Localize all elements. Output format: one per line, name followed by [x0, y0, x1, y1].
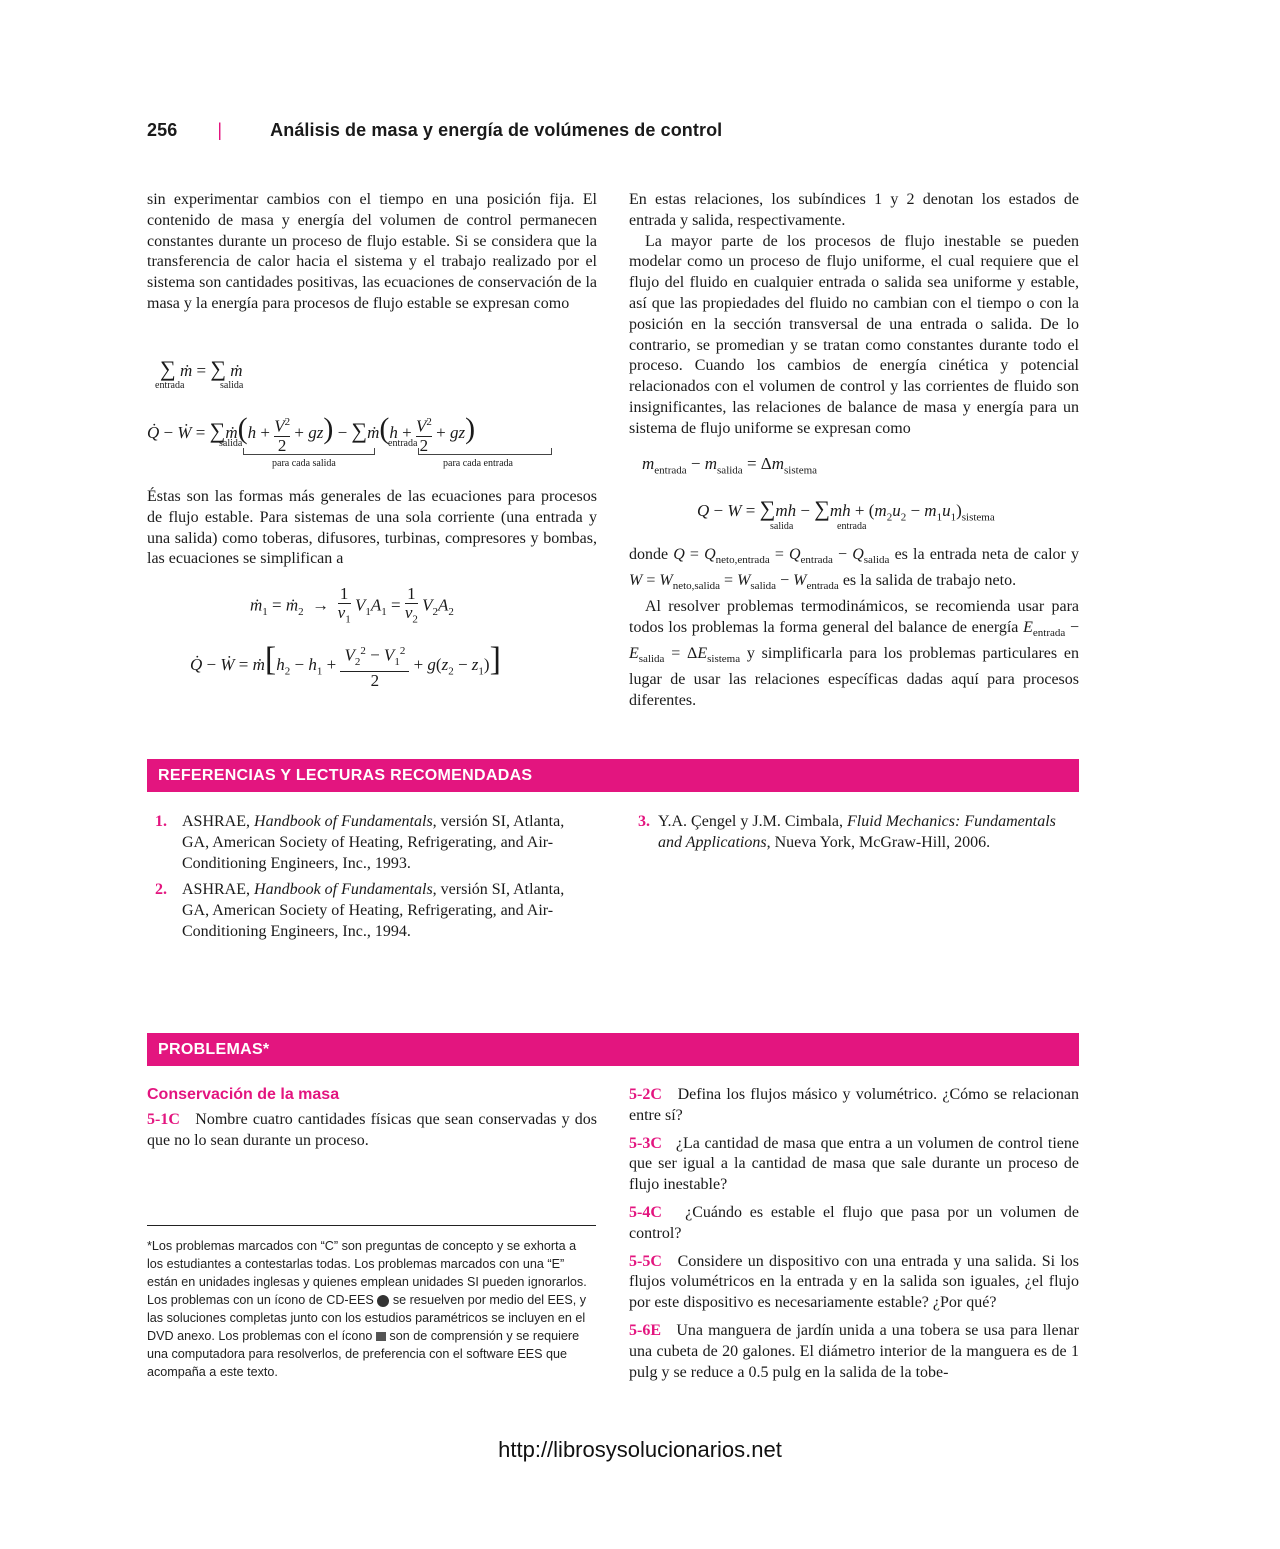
paragraph-recommendation: Al resolver problemas termodinámicos, se recomienda usar para todos los problemas la forma general del balance de energía $E_{entrada} - E_{salida} = \Delta E_{sistema}$ y simplificarla para los problemas particulares en lugar de usar las relaciones específicas dadas aquí para procesos diferentes.	[629, 597, 1080, 709]
problem-text: Considere un dispositivo con una entrada y una salida. Si los flujos volumétricos en la entrada y en la salida son iguales, ¿el flujo por este dispositivo es necesariamente estable? ¿Por qué?	[629, 1252, 1080, 1312]
footnote-text-c: son de comprensión y se requiere una computadora para resolverlos, de preferencia con el software EES que acompaña a este texto.	[147, 1329, 580, 1379]
reference-number: 3.	[638, 813, 650, 830]
text-work-output: es la salida de trabajo neto.	[842, 571, 1017, 589]
problem-text: ¿Cuándo es estable el flujo que pasa por un volumen de control?	[629, 1203, 1080, 1242]
sub-neto-entrada: neto,entrada	[715, 554, 770, 567]
left-column-middle	[147, 487, 597, 570]
label-salida: salida	[770, 521, 794, 532]
label-salida: salida	[219, 438, 243, 449]
sub-salida: salida	[750, 580, 777, 593]
reference-number: 1.	[155, 813, 167, 830]
header-separator: |	[217, 120, 223, 140]
reference-item	[638, 812, 1058, 854]
right-column-top	[629, 190, 1079, 440]
problem-number: 5-3C	[629, 1134, 662, 1152]
equation-uniform-mass: $m_{entrada} - m_{salida} = \Delta m_{sistema}$	[642, 454, 818, 477]
problem-item	[629, 1203, 1079, 1245]
reference-author: ASHRAE,	[182, 881, 251, 898]
left-column-top	[147, 190, 597, 315]
reference-details: , versión SI, Atlanta, GA, American Society of Heating, Refrigerating, and Air-Conditioning Engineers, Inc., 1994.	[182, 881, 565, 940]
reference-book: Handbook of Fundamentals	[254, 881, 433, 898]
reference-book: Handbook of Fundamentals	[254, 813, 433, 830]
reference-details: , Nueva York, McGraw-Hill, 2006.	[766, 833, 991, 851]
subheading-mass-conservation: Conservación de la masa	[147, 1086, 340, 1103]
text-recommend-b: y simplificarla para los problemas particulares en lugar de usar las relaciones específicas dadas aquí para procesos diferentes.	[629, 644, 1080, 709]
sub-entrada: entrada	[1032, 626, 1066, 639]
sub-entrada: entrada	[654, 464, 687, 477]
equation-mass-steady: ∑ ṁ = ∑ ṁ entrada salida	[155, 356, 244, 391]
text-donde: donde	[629, 546, 669, 563]
running-header	[147, 120, 722, 141]
label-para-cada-salida: para cada salida	[272, 458, 336, 469]
reference-author: Y.A. Çengel y J.M. Cimbala,	[658, 813, 844, 830]
reference-details: , versión SI, Atlanta, GA, American Society of Heating, Refrigerating, and Air-Conditioning Engineers, Inc., 1993.	[182, 813, 565, 872]
cd-ees-icon	[377, 1295, 389, 1307]
equation-single-stream-energy: Q̇ − Ẇ = $ṁ[h_2 - h_1$ + $\frac{V_2^2 - V_1^2}{2}$ + $g(z_2 - z_1)$]	[190, 641, 501, 691]
problems-banner: PROBLEMAS*	[147, 1033, 1079, 1066]
sub-sistema: sistema	[707, 652, 741, 665]
problem-item	[147, 1110, 597, 1152]
paragraph-subscripts: En estas relaciones, los subíndices 1 y 2 denotan los estados de entrada y salida, respectivamente.	[629, 191, 1079, 229]
problem-text: Nombre cuatro cantidades físicas que sean conservadas y dos que no lo sean durante un proceso.	[147, 1110, 598, 1149]
brace-entrada	[418, 448, 552, 455]
sub-sistema: sistema	[784, 464, 818, 477]
text-recommend-a: Al resolver problemas termodinámicos, se recomienda usar para todos los problemas la forma general del balance de energía	[629, 597, 1079, 636]
problem-number: 5-4C	[629, 1203, 662, 1221]
footer-url[interactable]: http://librosysolucionarios.net	[498, 1437, 782, 1462]
problem-text: ¿La cantidad de masa que entra a un volumen de control tiene que ser igual a la cantidad de masa que sale durante un proceso de flujo inestable?	[629, 1134, 1080, 1194]
problem-number: 5-5C	[629, 1252, 662, 1270]
footnote-text-b: se resuelven por medio del EES, y las soluciones completas junto con los estudios paramétricos se incluyen en el DVD anexo. Los problemas con el ícono	[147, 1293, 587, 1343]
sub-entrada: entrada	[800, 554, 833, 567]
label-entrada: entrada	[388, 438, 418, 449]
reference-book: Fluid Mechanics: Fundamentals and Applications	[658, 813, 1056, 851]
reference-item	[155, 812, 587, 874]
footnote	[147, 1237, 587, 1381]
paragraph-definitions: donde $Q = Q_{neto,entrada} = Q_{entrada} - Q_{salida}$ es la entrada neta de calor y $W = W_{neto,salida} = W_{salida} - W_{entrada}$ es la salida de trabajo neto.	[629, 546, 1079, 593]
equation-uniform-energy: $Q - W = \sum mh - \sum mh + (m_2u_2 - m_1u_1)_{sistema}$ salida entrada	[697, 496, 995, 532]
label-entrada: entrada	[155, 380, 185, 391]
label-para-cada-entrada: para cada entrada	[443, 458, 513, 469]
footnote-text-a: *Los problemas marcados con “C” son preguntas de concepto y se exhorta a los estudiantes a contestarlas todas. Los problemas marcados con una “E” están en unidades inglesas y quienes emplean unidades SI pueden ignorarlos. Los problemas con un ícono de CD-EES	[147, 1239, 587, 1307]
label-salida: salida	[220, 380, 244, 391]
reference-number: 2.	[155, 881, 167, 898]
problem-item	[629, 1252, 1079, 1314]
paragraph-steady-flow: sin experimentar cambios con el tiempo en una posición fija. El contenido de masa y energía del volumen de control permanecen constantes durante un proceso de flujo estable. Si se considera que la transferencia de calor hacia el sistema y el trabajo realizado por el sistema son cantidades positivas, las ecuaciones de conservación de la masa y la energía para procesos de flujo estable se expresan como	[147, 191, 597, 312]
problem-item	[629, 1321, 1079, 1383]
equation-single-stream-mass: ṁ$_1$ = ṁ$_2$ → $\frac{1}{v_1}$ $V_1A_1$ = $\frac{1}{v_2}$ $V_2A_2$	[250, 584, 454, 626]
problem-number: 5-1C	[147, 1110, 180, 1128]
problem-number: 5-6E	[629, 1321, 661, 1339]
references-banner: REFERENCIAS Y LECTURAS RECOMENDADAS	[147, 759, 1079, 792]
problem-number: 5-2C	[629, 1086, 662, 1103]
computer-icon	[376, 1332, 386, 1341]
sub-salida: salida	[717, 464, 743, 477]
equation-energy-steady: Q̇ − Ẇ = ∑ṁ(h + $\frac{V^2}{2}$ + gz) − ∑ṁ(h + $\frac{V^2}{2}$ + gz) salida entrada	[147, 412, 476, 455]
sub-salida: salida	[863, 554, 890, 567]
sub-sistema: sistema	[961, 511, 995, 524]
footnote-rule	[147, 1225, 596, 1226]
problems-left-column	[147, 1085, 597, 1151]
problem-text: Defina los flujos másico y volumétrico. ¿Cómo se relacionan entre sí?	[629, 1086, 1080, 1124]
problem-text: Una manguera de jardín unida a una tobera se usa para llenar una cubeta de 20 galones. El diámetro interior de la manguera es de 1 pulg y se reduce a 0.5 pulg en la salida de la tobe-	[629, 1321, 1079, 1381]
brace-salida	[243, 448, 375, 455]
problem-item	[629, 1134, 1079, 1196]
sub-salida: salida	[638, 652, 665, 665]
paragraph-uniform-flow: La mayor parte de los procesos de flujo inestable se pueden modelar como un proceso de flujo uniforme, el cual requiere que el flujo del fluido en cualquier entrada o salida sea uniforme y estable, así que las propiedades del fluido no cambian con el tiempo o con la posición en la sección transversal de una entrada o salida. De lo contrario, se promedian y se tratan como constantes durante todo el proceso. Cuando los cambios de energía cinética y potencial relacionados con el volumen de control y las corrientes de fluido son insignificantes, las relaciones de balance de masa y energía para un sistema de flujo uniforme se expresan como	[629, 232, 1079, 437]
sub-entrada: entrada	[806, 580, 839, 593]
sub-neto-salida: neto,salida	[672, 580, 721, 593]
right-column-bottom	[629, 545, 1079, 711]
problems-right-column	[629, 1085, 1079, 1383]
page-number: 256	[147, 120, 178, 140]
reference-author: ASHRAE,	[182, 813, 251, 830]
reference-item	[155, 880, 587, 942]
chapter-title: Análisis de masa y energía de volúmenes de control	[270, 120, 723, 140]
label-entrada: entrada	[837, 521, 867, 532]
paragraph-single-stream: Éstas son las formas más generales de las ecuaciones para procesos de flujo estable. Para sistemas de una sola corriente (una entrada y una salida) como toberas, difusores, turbinas, compresores y bombas, las ecuaciones se simplifican a	[147, 488, 597, 568]
text-heat-input: es la entrada neta de calor y	[894, 546, 1079, 563]
problem-item	[629, 1085, 1079, 1127]
